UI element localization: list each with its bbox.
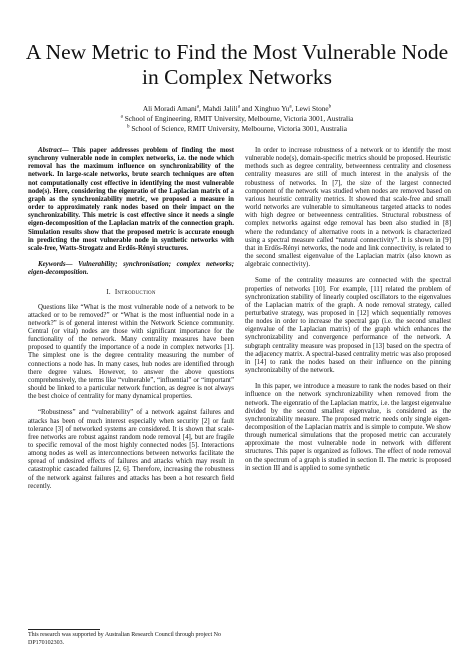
body-paragraph: “Robustness” and “vulnerability” of a network against failures and attacks has been of much interest especially when security [2] or fault tolerance [3] of networked systems are considered. It is shown that scale-free networks are robust against random node removal [4], but are fragile to specific removal of the most highly connected nodes [5]. Interactions among nodes as well as interconnections between networks facilitate the spread of undesired effects of failures and attacks which may result in catastrophic cascaded failures [2, 6]. Therefore, increasing the robustness of the network against failures and attacks has been a hot research field recently.	[28, 409, 234, 490]
affiliation-b: $^b$ School of Science, RMIT University, Melbourne, Victoria 3001, Australia	[127, 124, 347, 133]
abstract-text: — This paper addresses problem of finding the most synchrony vulnerable node in complex networks, i.e. the node which removal has the maximum influence on synchronizability of the network. In large-scale networks, brute search techniques are often not computationally cost effective in identifying the most vulnerable node(s). Here, considering the eigenratio of the Laplacian matrix of a graph as the synchronizability metric, we proposed a measure in order to approximately rank nodes based on their impact on the synchronizability. This metric is cost effective since it needs a single eigen-decomposition of the Laplacian matrix of the connection graph. Simulation results show that the proposed metric is accurate enough in predicting the most vulnerable node in synthetic networks with scale-free, Watts-Strogatz and Erdős-Rényi structures.	[28, 147, 234, 252]
footnote-rule	[28, 629, 100, 630]
left-column	[28, 147, 234, 491]
section-title: Introduction	[114, 288, 156, 297]
keywords: Keywords— Vulnerability; synchronisation; complex networks; eigen-decomposition.	[28, 261, 234, 277]
body-paragraph: In order to increase robustness of a network or to identify the most vulnerable node(s), domain-specific metrics should be proposed. Heuristic methods such as degree centrality, betweenness centrality and closeness centrality measures are still of much interest in the analysis of the robustness of networks. In [7], the size of the largest connected component of the network was studied when nodes are removed based on various heuristic centrality metrics. It showed that scale-free and small world networks are vulnerable to simultaneous targeted attacks to nodes with high degree or betweenness centralities. Structural robustness of complex networks against edge removal has been also studied in [8] where the redundancy of alternative roots in a network is characterized using a spectral measure called “natural connectivity”. It is shown in [9] that in Erdős-Rényi networks, the node and link connectivity, is related to the second smallest eigenvalue of the Laplacian matrix (also known as algebraic connectivity).	[245, 147, 451, 269]
body-paragraph: Some of the centrality measures are connected with the spectral properties of networks [10]. For example, [11] related the problem of synchronization stability of linearly coupled oscillators to the eigenvalues of the Laplacian matrix of the graph. A node removal strategy, called perturbative strategy, was proposed in [12] which sequentially removes the nodes in order to increase the spectral gap (i.e. the second smallest eigenvalue of the Laplacian matrix) of the graph which enhances the synchronizability and convergence performance of the network. A subgraph centrality measure was proposed in [13] based on the spectra of the adjacency matrix. A spectral-based centrality metric was also proposed in [14] to rank the nodes based on their influence on the pinning synchronizabilty of the network.	[245, 277, 451, 375]
right-column	[245, 147, 451, 473]
section-heading	[28, 288, 234, 296]
abstract	[28, 147, 234, 253]
footnote: This research was supported by Australian Research Council through project No DP170102303.	[28, 632, 221, 646]
body-paragraph: Questions like “What is the most vulnerable node of a network to be attacked or to be removed?” or “What is the most influential node in a network?” is of general interest within the Network Science community. Central (or vital) nodes are those with significant importance for the functionality of the network. Many centrality measures have been proposed to quantify the importance of a node in complex networks [1]. The simplest one is the degree centrality measuring the number of connections a node has. In many cases, hub nodes are identified through there degree values. However, to answer the above questions comprehensively, the terms like “vulnerable”, “influential” or “important” should be linked to a particular network function, as degree is not always the best choice of centrality for many dynamical properties.	[28, 303, 234, 401]
paper-title: A New Metric to Find the Most Vulnerable Node in Complex Networks	[25, 40, 449, 89]
section-number: I.	[106, 288, 111, 297]
author-block	[20, 104, 454, 134]
abstract-label: Abstract	[38, 147, 62, 154]
body-paragraph: In this paper, we introduce a measure to rank the nodes based on their influence on the network synchronizability when removed from the network. The eigenratio of the Laplacian matrix, i.e. the largest eigenvalue divided by the second smallest eigenvalue, is considered as the synchronizability measure. The proposed metric needs only single eigen-decomposition of the Laplacian matrix and is simple to compute. We show through numerical simulations that the proposed metric can accurately approximate the most vulnerable node in network with different structures. This paper is organized as follows. The effect of node removal on the spectrum of a graph is studied in section II. The metric is proposed in section III and is applied to some synthetic	[245, 383, 451, 472]
author-names: Ali Moradi Amani$^a$, Mahdi Jalili$^a$ and Xinghuo Yu$^a$, Lewi Stone$^b$	[142, 104, 332, 113]
affiliation-a: $^a$ School of Engineering, RMIT University, Melbourne, Victoria 3001, Australia	[120, 114, 354, 123]
